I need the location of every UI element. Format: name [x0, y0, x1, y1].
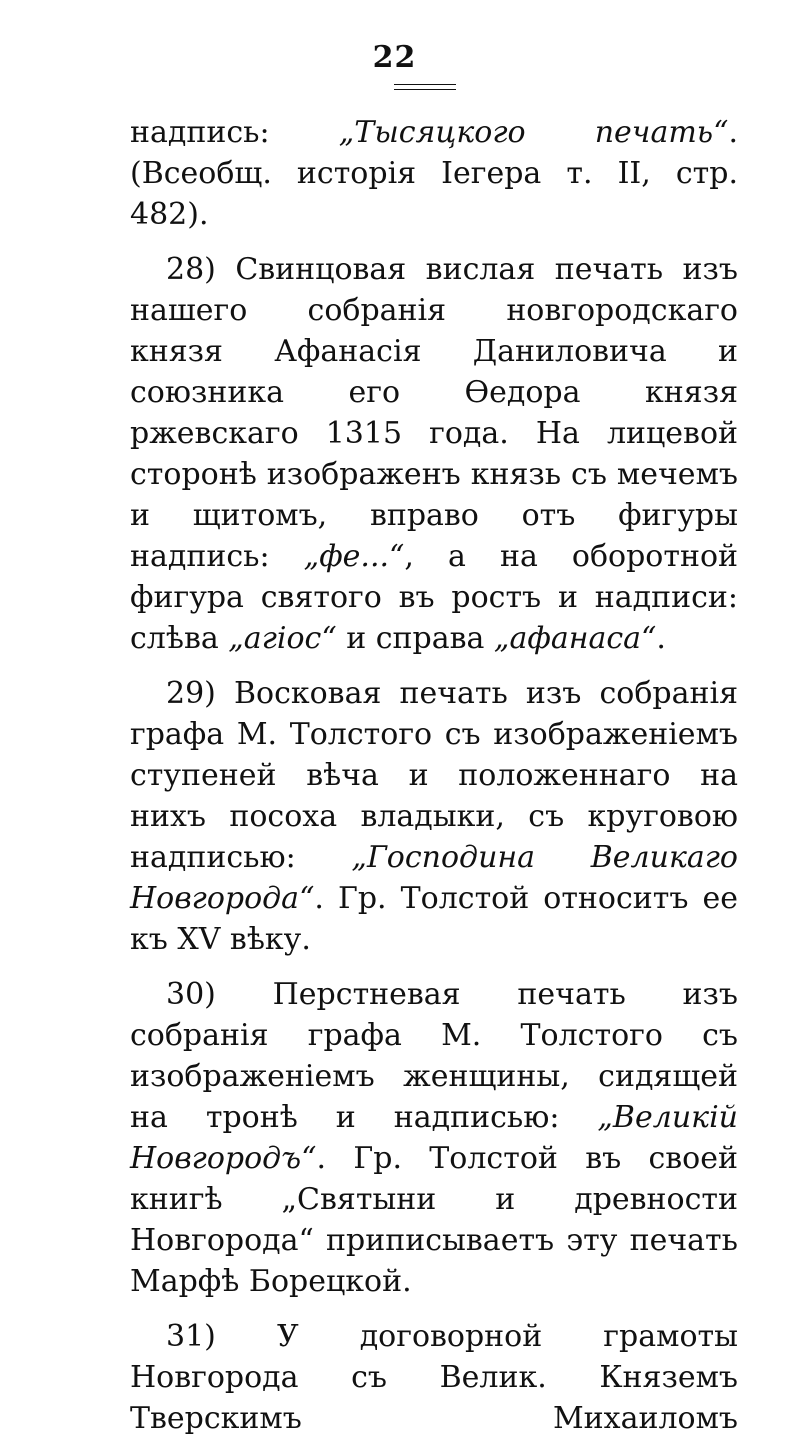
text-run: 28) Свинцовая вислая печать изъ нашего собранія новгородскаго князя Афанасія Даниловича и союзника его Ѳедора князя ржевскаго 1315 года. На лицевой сторонѣ изображенъ князь съ мечемъ и щитомъ, вправо отъ фигуры надпись: [130, 252, 738, 574]
italic-quote: „Тысяцкого печать“ [338, 115, 729, 150]
text-run: 30) Перстневая печать изъ собранія графа М. Толстого съ изображеніемъ женщины, сидящей на тронѣ и надписью: [130, 977, 738, 1135]
text-run: . (Всеобщ. исторія Iегера т. II, стр. 482). [130, 115, 739, 232]
paragraph-item-29 [130, 673, 738, 960]
paragraph-item-28 [130, 249, 738, 659]
italic-quote: „фе...“ [303, 539, 405, 574]
text-run: и справа [336, 621, 494, 656]
text-run: надпись: [130, 115, 339, 150]
text-run: 29) Восковая печать изъ собранія графа М. Толстого съ изображеніемъ ступеней вѣча и положеннаго на нихъ посоха владыки, съ круговою надписью: [130, 676, 738, 875]
text-run: . Гр. Толстой относитъ ее къ XV вѣку. [130, 881, 738, 957]
page-number: 22 [372, 40, 417, 75]
text-run: . Гр. Толстой въ своей книгѣ „Святыни и древности Новгорода“ приписываетъ эту печать Марфѣ Борецкой. [130, 1141, 738, 1299]
page-text [130, 112, 738, 1439]
text-run: . [656, 621, 666, 656]
italic-quote: „Господина Великаго Новгорода“ [130, 840, 738, 916]
italic-quote: „агіос“ [228, 621, 337, 656]
paragraph-continuation [130, 112, 738, 235]
header-rule-top [394, 84, 456, 85]
paragraph-item-30 [130, 974, 738, 1302]
italic-quote: „афанаса“ [493, 621, 657, 656]
header-rule-bottom [394, 89, 456, 90]
italic-quote: „Великій Новгородъ“ [130, 1100, 738, 1176]
paragraph-item-31 [130, 1316, 738, 1439]
text-run: 31) У договорной грамоты Новгорода съ Велик. Княземъ Тверскимъ Михаиломъ [130, 1319, 738, 1436]
text-run: , а на оборотной фигура святого въ ростъ и надписи: слѣва [130, 539, 738, 656]
